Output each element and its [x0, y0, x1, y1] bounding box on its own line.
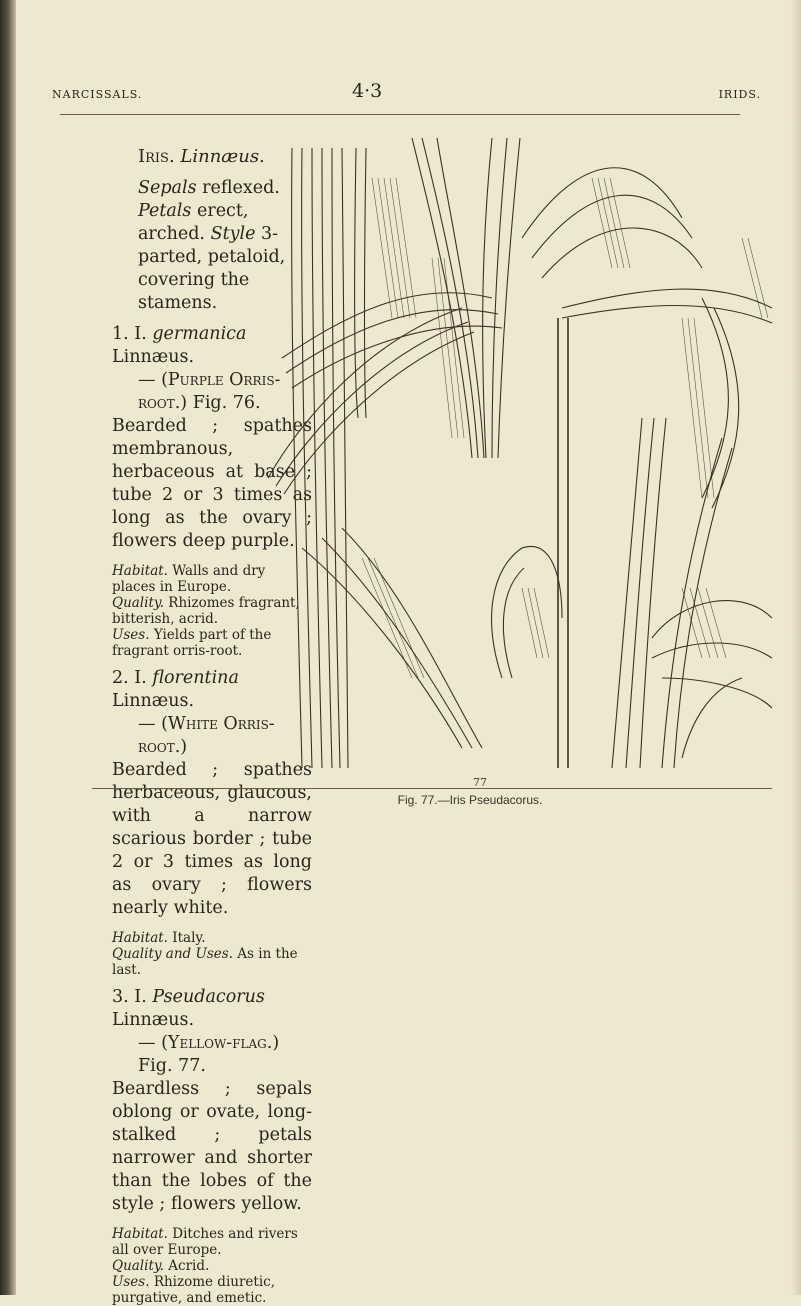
genus-authority: Linnæus.: [180, 146, 265, 167]
species-authority: Linnæus.: [112, 347, 195, 367]
species-authority: Linnæus.: [112, 691, 195, 711]
style-text: 3-parted, petaloid, covering the stamens.: [138, 224, 286, 313]
species-genus: I.: [134, 668, 147, 688]
figure-number: 77: [473, 776, 487, 789]
page-edge-shadow: [791, 0, 801, 1295]
petals-label: Petals: [138, 201, 192, 221]
species-description: Bearded ; spathes herbaceous, glaucous, with a narrow scarious border ; tube 2 or 3 times as long as ovary ; flowers nearly white.: [112, 760, 312, 918]
species-genus: I.: [134, 987, 147, 1007]
sepals-label: Sepals: [138, 178, 197, 198]
running-head: [52, 80, 779, 108]
species-entry-3: [112, 986, 312, 1306]
species-common: [138, 1032, 312, 1078]
quality-label: Quality.: [112, 1258, 164, 1274]
species-notes: [112, 1226, 312, 1306]
species-number: 1.: [112, 324, 129, 344]
species-epithet: germanica: [152, 324, 247, 344]
habitat-text: Italy.: [172, 930, 206, 946]
quality-label: Quality.: [112, 595, 164, 611]
habitat-label: Habitat.: [112, 1226, 168, 1242]
species-description: Bearded ; spathes membranous, herbaceous at base ; tube 2 or 3 times as long as the ovary ; flowers deep purple.: [112, 416, 312, 551]
page-number: 4·3: [352, 80, 383, 102]
species-epithet: florentina: [152, 668, 239, 688]
quality-text: Rhizomes fragrant, bitterish, acrid.: [112, 595, 300, 627]
quality-text: Acrid.: [168, 1258, 210, 1274]
leaf-blades: [268, 138, 772, 768]
common-name: — (Purple Orris-root.): [138, 370, 281, 413]
petals-text: erect, arched.: [138, 201, 249, 244]
figure-caption: Fig. 77.—Iris Pseudacorus.: [397, 793, 543, 807]
iris-illustration: [262, 118, 782, 768]
species-notes: [112, 930, 312, 978]
uses-text: Rhizome diuretic, purgative, and emetic.: [112, 1274, 276, 1306]
figure-reference: Fig. 76.: [192, 393, 261, 413]
species-number: 2.: [112, 668, 129, 688]
habitat-label: Habitat.: [112, 930, 168, 946]
species-description: Beardless ; sepals oblong or ovate, long-stalked ; petals narrower and shorter than the lobes of the style ; flowers yellow.: [112, 1079, 312, 1214]
common-name: — (White Orris-root.): [138, 714, 275, 757]
style-label: Style: [210, 224, 256, 244]
species-epithet: Pseudacorus: [152, 987, 265, 1007]
uses-label: Uses.: [112, 1274, 150, 1290]
uses-text: Yields part of the fragrant orris-root.: [112, 627, 272, 659]
species-heading: [112, 986, 312, 1032]
habitat-text: Ditches and rivers all over Europe.: [112, 1226, 298, 1258]
uses-label: Uses.: [112, 627, 150, 643]
running-head-right: IRIDS.: [718, 88, 761, 101]
figure-reference: Fig. 77.: [138, 1056, 206, 1076]
header-rule: [60, 114, 740, 115]
sepals-text: reflexed.: [202, 178, 280, 198]
running-head-left: NARCISSALS.: [52, 88, 143, 101]
habitat-label: Habitat.: [112, 563, 168, 579]
quality-text: As in the last.: [112, 946, 298, 978]
book-binding-edge: [0, 0, 16, 1295]
species-authority: Linnæus.: [112, 1010, 195, 1030]
genus-name: Iris.: [138, 146, 175, 167]
species-number: 3.: [112, 987, 129, 1007]
figure-rule: [92, 788, 772, 789]
common-name: — (Yellow-flag.): [138, 1033, 280, 1053]
habitat-text: Walls and dry places in Europe.: [112, 563, 266, 595]
quality-label: Quality and Uses.: [112, 946, 233, 962]
species-genus: I.: [134, 324, 147, 344]
